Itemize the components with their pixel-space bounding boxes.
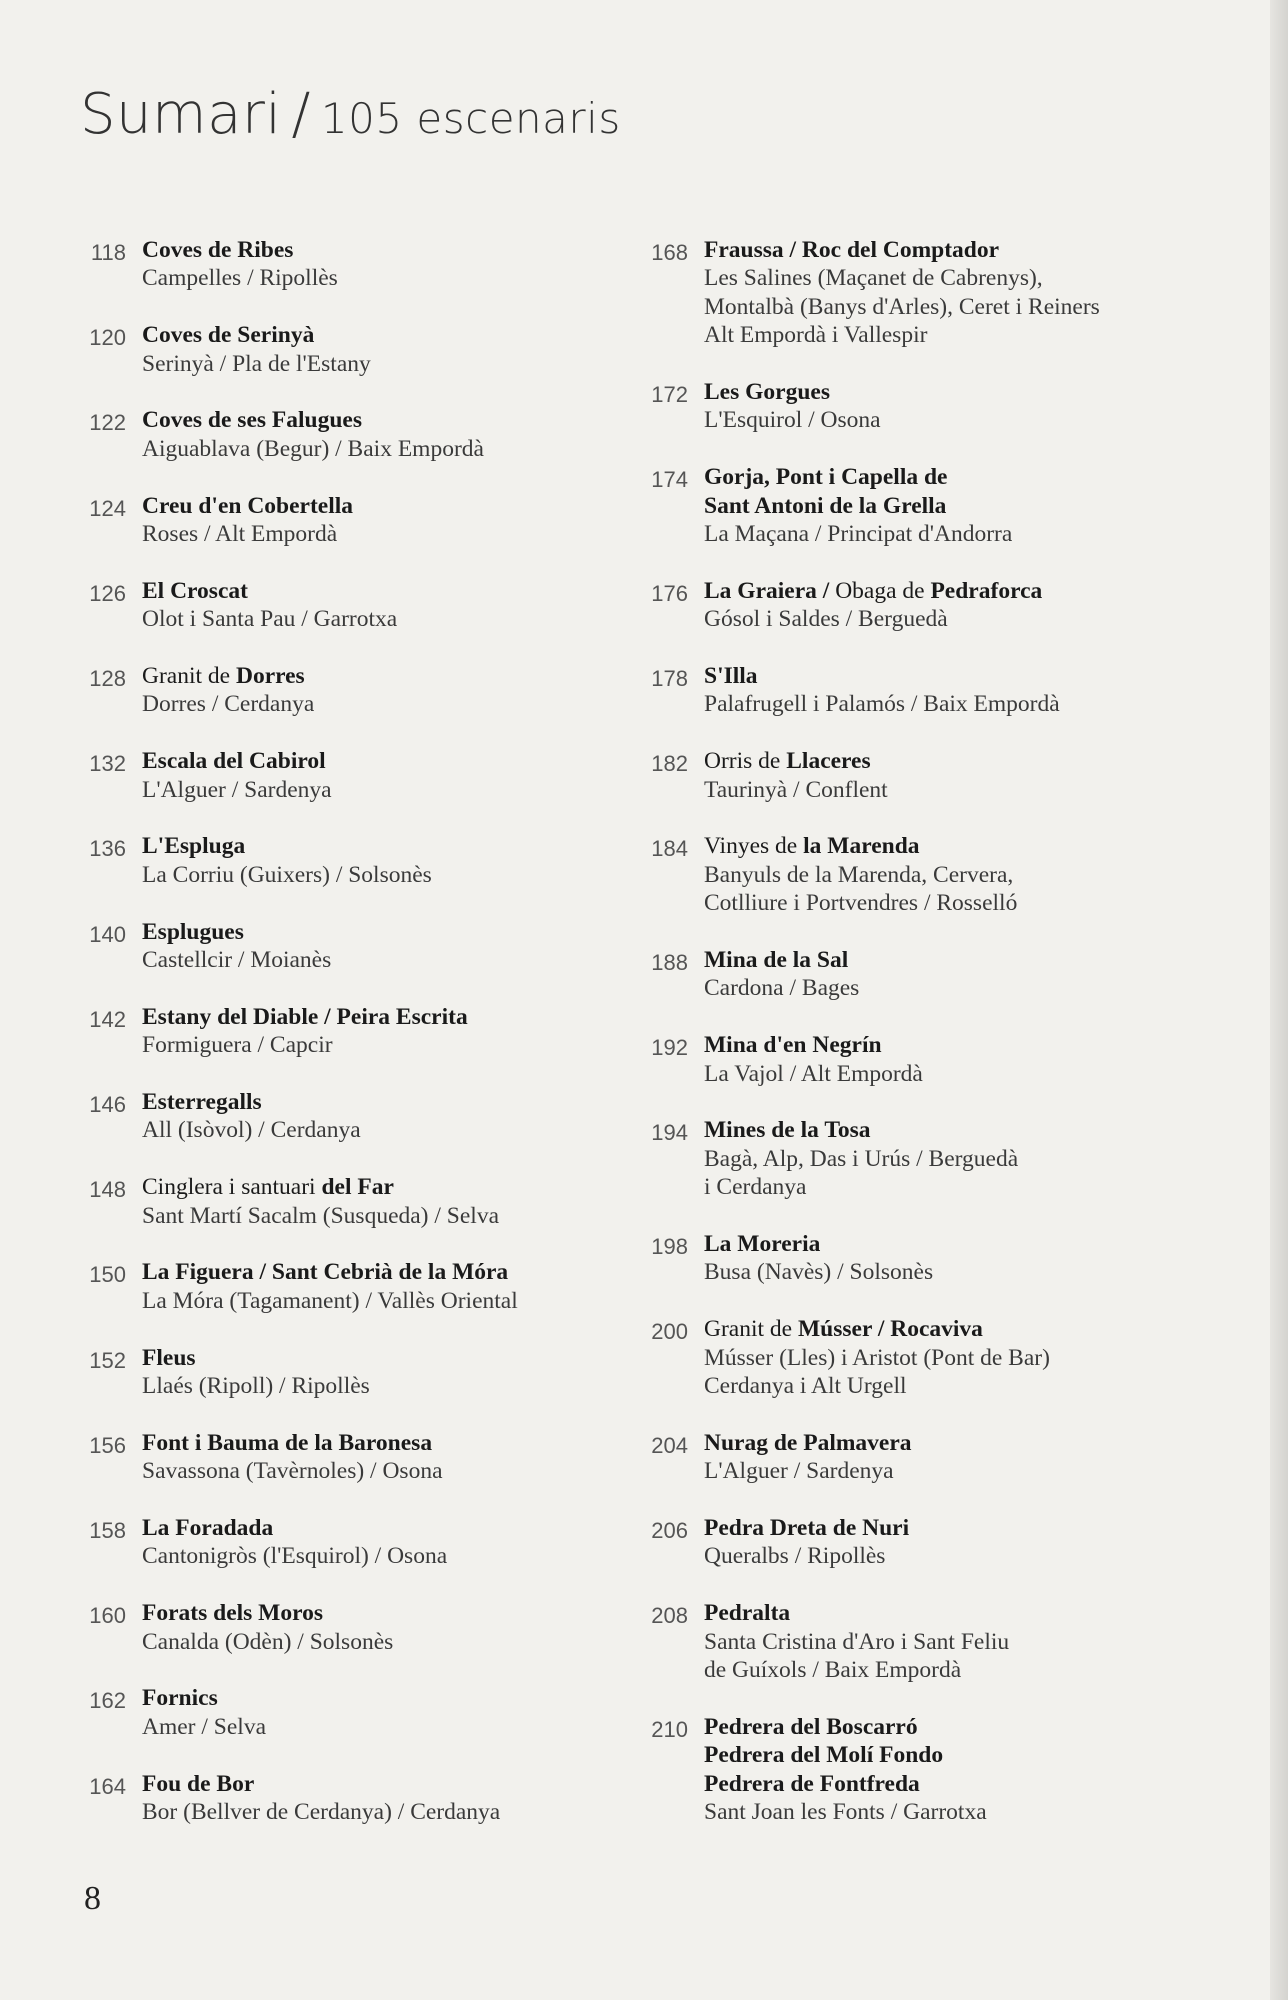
toc-entry (84, 1003, 644, 1060)
toc-title-segment: Gorja, Pont i Capella de (704, 464, 948, 491)
toc-entry (84, 1173, 644, 1230)
toc-entry (84, 406, 644, 463)
toc-title-segment: Forats dels Moros (142, 1600, 324, 1627)
toc-title-segment: Músser / Rocaviva (797, 1316, 983, 1343)
toc-title-segment: Fou de Bor (142, 1770, 255, 1797)
toc-entry-title (142, 1088, 644, 1116)
toc-page-number: 148 (89, 1177, 126, 1203)
toc-entry (646, 1599, 1206, 1684)
toc-entry (84, 1684, 644, 1741)
toc-page-number: 164 (89, 1773, 126, 1799)
toc-title-segment: Escala del Cabirol (142, 748, 326, 775)
toc-page-number: 172 (651, 382, 688, 408)
toc-page-number: 132 (89, 751, 126, 777)
toc-entry-location: i Cerdanya (704, 1174, 807, 1201)
toc-page-number: 184 (651, 836, 688, 862)
toc-entry-location: Olot i Santa Pau / Garrotxa (142, 606, 398, 633)
toc-title-segment: Coves de Ribes (142, 237, 294, 263)
toc-entry-location: Banyuls de la Marenda, Cervera, (704, 861, 1014, 888)
toc-entry (646, 832, 1206, 917)
toc-title-segment: Creu d'en Cobertella (142, 492, 354, 519)
toc-title-segment: Granit de (142, 663, 236, 690)
toc-title-segment: Nurag de Palmavera (704, 1429, 912, 1456)
toc-title-segment: La Figuera / Sant Cebrià de la Móra (142, 1259, 509, 1286)
toc-entry-location: Santa Cristina d'Aro i Sant Feliu (704, 1628, 1010, 1655)
toc-title-segment: Mina d'en Negrín (704, 1032, 882, 1059)
toc-page-number: 210 (651, 1716, 688, 1742)
toc-title-segment: Font i Bauma de la Baronesa (142, 1429, 433, 1456)
toc-page-number: 124 (89, 495, 126, 521)
toc-title-segment: Pedrera de Fontfreda (704, 1770, 920, 1797)
toc-entry (646, 1713, 1206, 1827)
toc-page-number: 140 (89, 921, 126, 947)
toc-entry-location: Taurinyà / Conflent (704, 776, 888, 803)
toc-entry (84, 236, 644, 293)
toc-entry-location: Músser (Lles) i Aristot (Pont de Bar) (704, 1344, 1050, 1371)
toc-entry-location: Formiguera / Capcir (142, 1032, 333, 1059)
toc-entry (646, 577, 1206, 634)
toc-title-segment: Fraussa / Roc del Comptador (704, 237, 1000, 263)
toc-entry-title (142, 1258, 644, 1286)
toc-entry-title (142, 577, 644, 605)
toc-entry-location: Cardona / Bages (704, 975, 860, 1002)
toc-page-number: 128 (89, 666, 126, 692)
toc-entry-title (704, 946, 1206, 974)
toc-entry-title (704, 577, 1206, 605)
toc-title-segment: Pedrera del Boscarró (704, 1713, 918, 1740)
toc-entry-title (704, 1429, 1206, 1457)
toc-title-segment: Coves de Serinyà (142, 322, 315, 349)
toc-title-segment: Esterregalls (142, 1089, 262, 1116)
toc-title-segment: Granit de (704, 1316, 798, 1343)
toc-entry-location: Cerdanya i Alt Urgell (704, 1373, 907, 1400)
toc-title-segment: La Graiera / (704, 577, 836, 604)
toc-entry-location: Montalbà (Banys d'Arles), Ceret i Reiners (704, 293, 1100, 320)
toc-entry-title (142, 1770, 644, 1798)
toc-page-number: 200 (651, 1319, 688, 1345)
toc-entry (646, 946, 1206, 1003)
toc-entry-title (704, 662, 1206, 690)
toc-page-number: 198 (651, 1234, 688, 1260)
toc-entry-title (704, 832, 1206, 860)
toc-entry-location: Cantonigròs (l'Esquirol) / Osona (142, 1543, 448, 1570)
toc-entry (84, 1258, 644, 1315)
toc-page-number: 208 (651, 1603, 688, 1629)
toc-page-number: 174 (651, 467, 688, 493)
toc-title-segment: del Far (321, 1174, 394, 1201)
toc-page-number: 126 (89, 580, 126, 606)
toc-title-segment: Obaga de (835, 577, 931, 604)
toc-entry-title (704, 1713, 1206, 1798)
toc-page-number: 156 (89, 1432, 126, 1458)
toc-entry-location: La Móra (Tagamanent) / Vallès Oriental (142, 1287, 518, 1314)
toc-title-segment: la Marenda (803, 833, 920, 860)
toc-entry-location: L'Alguer / Sardenya (704, 1458, 894, 1485)
toc-entry (84, 321, 644, 378)
toc-entry-location: Serinyà / Pla de l'Estany (142, 350, 371, 377)
toc-page-number: 152 (89, 1347, 126, 1373)
page-number: 8 (84, 1880, 101, 1917)
toc-entry-location: Les Salines (Maçanet de Cabrenys), (704, 265, 1043, 292)
toc-title-segment: Estany del Diable / Peira Escrita (142, 1003, 468, 1030)
toc-column-right (646, 236, 1206, 1855)
toc-entry (646, 747, 1206, 804)
toc-column-left (84, 236, 644, 1855)
toc-entry-location: All (Isòvol) / Cerdanya (142, 1117, 361, 1144)
toc-page-number: 178 (651, 666, 688, 692)
toc-title-segment: Vinyes de (704, 833, 804, 860)
toc-entry-location: La Corriu (Guixers) / Solsonès (142, 861, 432, 888)
toc-page-number: 158 (89, 1518, 126, 1544)
toc-entry-title (142, 406, 644, 434)
toc-title-segment: Pedralta (704, 1600, 791, 1627)
toc-entry-location: Bor (Bellver de Cerdanya) / Cerdanya (142, 1799, 501, 1826)
toc-entry (646, 1429, 1206, 1486)
toc-entry-title (142, 832, 644, 860)
toc-entry (84, 832, 644, 889)
toc-entry-title (704, 1315, 1206, 1343)
toc-entry-title (142, 918, 644, 946)
toc-entry-title (704, 1031, 1206, 1059)
toc-entry-location: Sant Martí Sacalm (Susqueda) / Selva (142, 1202, 499, 1229)
toc-title-segment: Pedraforca (930, 577, 1043, 604)
toc-title-segment: La Moreria (704, 1231, 821, 1258)
toc-entry (84, 492, 644, 549)
toc-entry-title (142, 236, 644, 264)
toc-page-number: 118 (90, 240, 126, 265)
toc-entry-location: La Vajol / Alt Empordà (704, 1060, 923, 1087)
toc-entry-title (142, 1599, 644, 1627)
toc-page-number: 146 (89, 1092, 126, 1118)
toc-entry (646, 378, 1206, 435)
toc-entry-location: Amer / Selva (142, 1713, 266, 1740)
toc-entry-location: Canalda (Odèn) / Solsonès (142, 1628, 394, 1655)
toc-entry-title (142, 1429, 644, 1457)
toc-entry-title (142, 1514, 644, 1542)
toc-title-segment: Orris de (704, 748, 787, 775)
title-separator: / (291, 82, 311, 147)
toc-title-segment: La Foradada (142, 1515, 274, 1542)
toc-entry (646, 236, 1206, 350)
toc-page-number: 204 (651, 1432, 688, 1458)
title-main: Sumari (80, 82, 282, 147)
toc-page-number: 182 (651, 751, 688, 777)
toc-page-number: 160 (89, 1603, 126, 1629)
toc-entry-location: La Maçana / Principat d'Andorra (704, 521, 1013, 548)
toc-entry-title (704, 1116, 1206, 1144)
toc-page-number: 176 (651, 580, 688, 606)
toc-entry-location: de Guíxols / Baix Empordà (704, 1657, 962, 1684)
toc-entry (84, 662, 644, 719)
toc-title-segment: Esplugues (142, 918, 244, 945)
toc-entry-title (704, 1230, 1206, 1258)
toc-entry-location: Llaés (Ripoll) / Ripollès (142, 1373, 370, 1400)
toc-entry (646, 1315, 1206, 1400)
toc-entry-title (704, 463, 1206, 520)
toc-page-number: 120 (89, 325, 126, 351)
toc-entry (646, 463, 1206, 548)
toc-entry (646, 1230, 1206, 1287)
toc-title-segment: Fleus (142, 1344, 196, 1371)
toc-entry-title (142, 1173, 644, 1201)
toc-title-segment: S'Illa (704, 663, 758, 690)
page-edge-shadow (1270, 0, 1288, 2000)
toc-entry (84, 1599, 644, 1656)
toc-entry-location: Alt Empordà i Vallespir (704, 322, 928, 349)
toc-entry-location: Aiguablava (Begur) / Baix Empordà (142, 435, 484, 462)
toc-entry-location: L'Alguer / Sardenya (142, 776, 332, 803)
toc-entry-location: Busa (Navès) / Solsonès (704, 1259, 934, 1286)
toc-entry-title (704, 1514, 1206, 1542)
toc-entry-location: Queralbs / Ripollès (704, 1543, 886, 1570)
toc-title-segment: Dorres (235, 663, 305, 690)
toc-page-number: 188 (651, 950, 688, 976)
toc-entry-location: Castellcir / Moianès (142, 947, 332, 974)
toc-entry (84, 747, 644, 804)
toc-page-number: 192 (651, 1035, 688, 1061)
toc-entry-title (142, 662, 644, 690)
toc-entry-location: Campelles / Ripollès (142, 265, 338, 292)
toc-title-segment: Mines de la Tosa (704, 1117, 871, 1144)
toc-entry (84, 1088, 644, 1145)
toc-page-number: 142 (89, 1006, 126, 1032)
toc-entry-location: Savassona (Tavèrnoles) / Osona (142, 1458, 443, 1485)
toc-entry-location: Dorres / Cerdanya (142, 691, 315, 718)
toc-entry-title (142, 747, 644, 775)
toc-entry-title (704, 1599, 1206, 1627)
toc-entry-title (142, 492, 644, 520)
toc-entry (84, 1429, 644, 1486)
page-title (80, 82, 621, 147)
toc-entry-location: Sant Joan les Fonts / Garrotxa (704, 1799, 987, 1826)
toc-entry-title (142, 321, 644, 349)
toc-title-segment: Pedrera del Molí Fondo (704, 1742, 944, 1769)
toc-entry-title (704, 236, 1206, 264)
toc-title-segment: Les Gorgues (704, 379, 830, 406)
toc-title-segment: Sant Antoni de la Grella (704, 492, 947, 519)
toc-entry-title (704, 378, 1206, 406)
toc-entry (84, 1514, 644, 1571)
toc-title-segment: Llaceres (786, 748, 871, 775)
toc-entry-location: Gósol i Saldes / Berguedà (704, 606, 948, 633)
toc-page-number: 162 (89, 1688, 126, 1714)
toc-page-number: 150 (89, 1262, 126, 1288)
toc-page-number: 206 (651, 1518, 688, 1544)
toc-entry (646, 1514, 1206, 1571)
toc-entry-location: L'Esquirol / Osona (704, 407, 881, 434)
toc-entry-title (142, 1003, 644, 1031)
toc-entry (84, 577, 644, 634)
toc-entry-location: Roses / Alt Empordà (142, 521, 338, 548)
toc-title-segment: L'Espluga (142, 833, 246, 860)
toc-entry (84, 1770, 644, 1827)
toc-page-number: 122 (89, 410, 126, 436)
toc-page-number: 194 (651, 1120, 688, 1146)
toc-title-segment: Pedra Dreta de Nuri (704, 1515, 910, 1542)
toc-title-segment: Cinglera i santuari (142, 1174, 322, 1201)
toc-title-segment: Mina de la Sal (704, 947, 849, 974)
toc-entry (646, 1116, 1206, 1201)
title-subtitle: 105 escenaris (320, 94, 621, 143)
toc-page-number: 136 (89, 836, 126, 862)
toc-entry-location: Palafrugell i Palamós / Baix Empordà (704, 691, 1060, 718)
toc-entry-location: Bagà, Alp, Das i Urús / Berguedà (704, 1145, 1019, 1172)
toc-entry (646, 1031, 1206, 1088)
toc-title-segment: Coves de ses Falugues (142, 407, 362, 434)
toc-entry-location: Cotlliure i Portvendres / Rosselló (704, 890, 1018, 917)
toc-entry (646, 662, 1206, 719)
toc-title-segment: El Croscat (142, 577, 248, 604)
toc-entry-title (704, 747, 1206, 775)
toc-title-segment: Fornics (142, 1685, 218, 1712)
toc-entry-title (142, 1684, 644, 1712)
toc-page-number: 168 (651, 240, 688, 265)
toc-entry-title (142, 1344, 644, 1372)
toc-entry (84, 918, 644, 975)
toc-entry (84, 1344, 644, 1401)
